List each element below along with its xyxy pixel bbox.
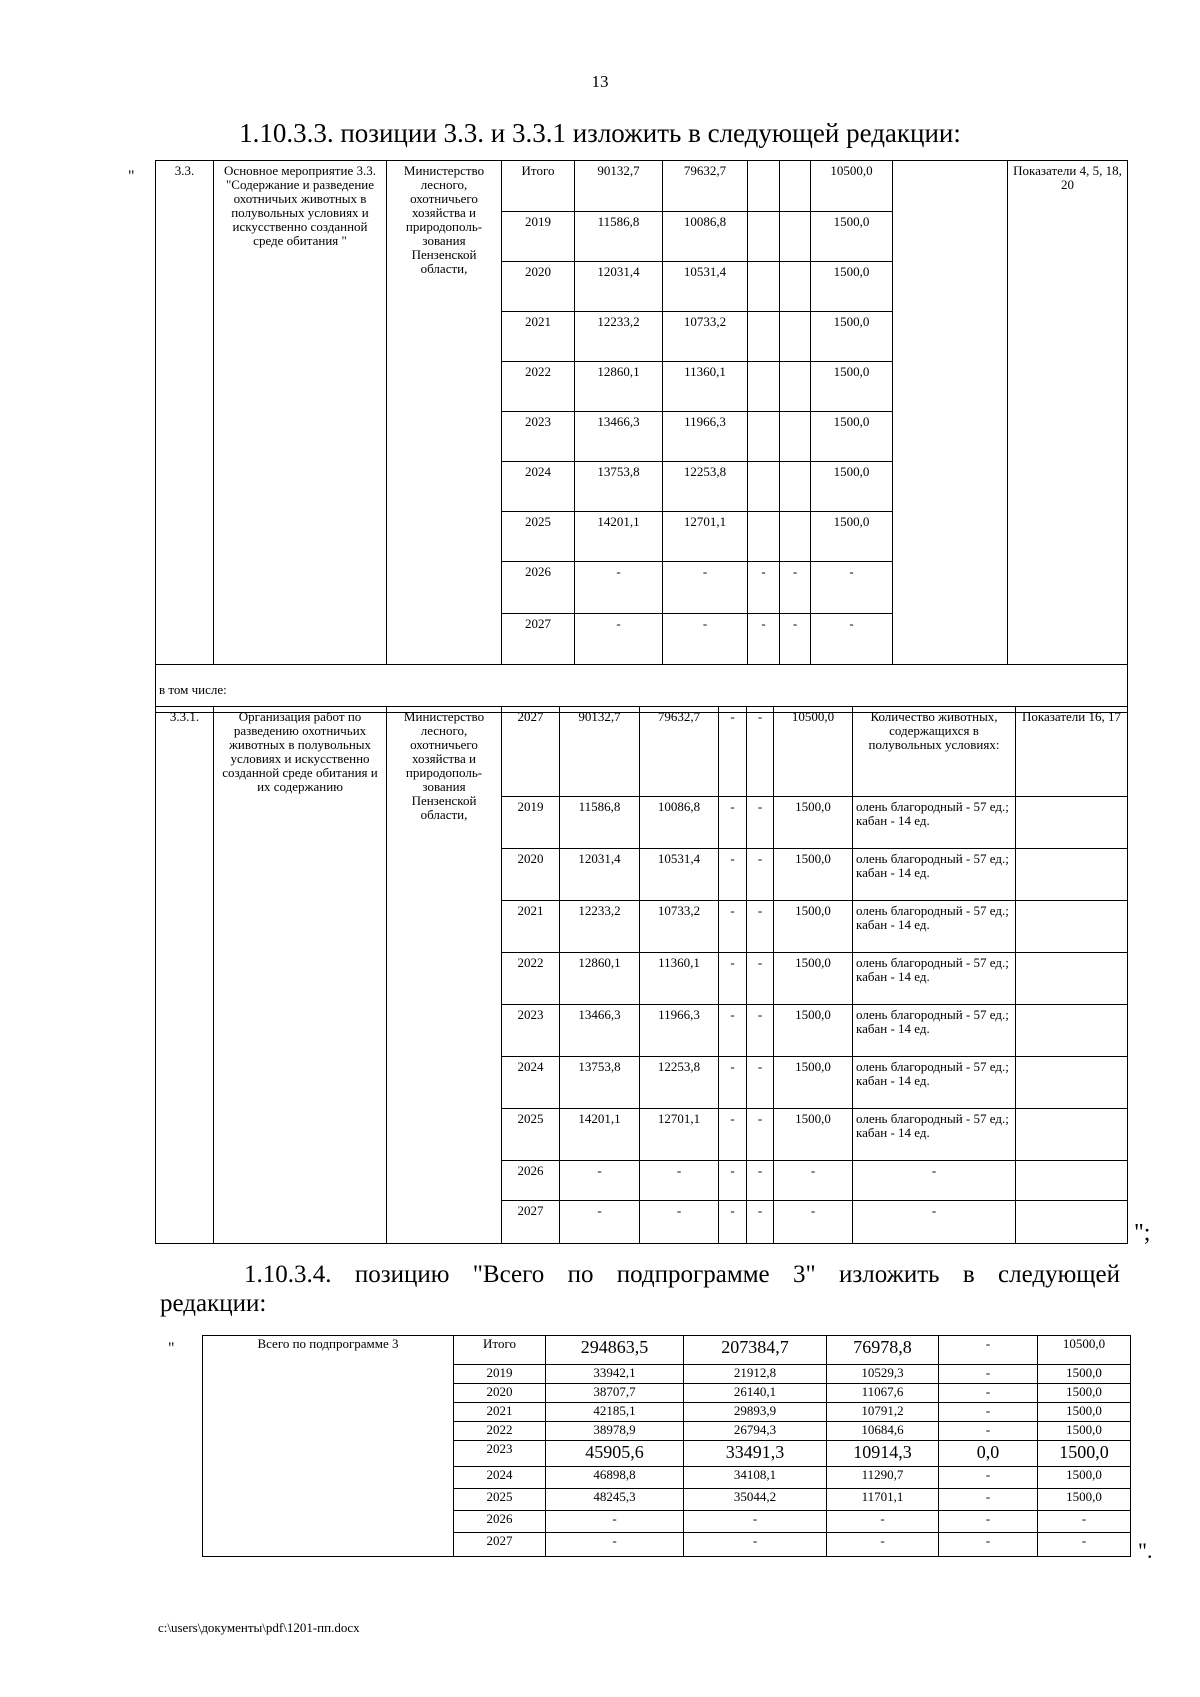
total-cell: 11586,8 (575, 212, 663, 262)
total-cell: 13466,3 (575, 412, 663, 462)
total-cell: 13466,3 (560, 1005, 640, 1057)
other-cell: 1500,0 (774, 1057, 853, 1109)
result-cell (893, 161, 1008, 665)
indicators-cell (1016, 1057, 1128, 1109)
budget-cell: 10733,2 (640, 901, 719, 953)
budget-cell: 10733,2 (663, 312, 748, 362)
heading-2-line-2: редакции: (160, 1290, 267, 1317)
year-cell: 2026 (454, 1511, 546, 1533)
total-cell: 12860,1 (560, 953, 640, 1005)
table-row (203, 1336, 1131, 1365)
footer-file-path: c:\users\документы\pdf\1201-пп.docx (158, 1620, 360, 1635)
local-cell: - (939, 1365, 1038, 1384)
position-number: 3.3.1. (156, 707, 214, 1244)
executor: Министерство лесного, охотничьего хозяйства и природополь-зования Пензенской области, (387, 161, 502, 665)
total-cell: 12031,4 (575, 262, 663, 312)
other-cell: 1500,0 (774, 953, 853, 1005)
indicators-cell: Показатели 16, 17 (1016, 707, 1128, 797)
table-row (156, 707, 1128, 797)
result-cell: - (853, 1201, 1016, 1244)
federal-cell (748, 462, 780, 512)
indicators-cell (1016, 1005, 1128, 1057)
federal-cell: - (719, 1161, 747, 1201)
year-cell: 2025 (502, 512, 575, 562)
other-cell: 1500,0 (811, 462, 893, 512)
year-cell: 2024 (502, 462, 575, 512)
year-cell: 2026 (502, 1161, 560, 1201)
year-cell: 2021 (502, 901, 560, 953)
open-quote-1: " (128, 168, 135, 185)
total-cell: 90132,7 (560, 707, 640, 797)
budget-cell: 10531,4 (663, 262, 748, 312)
year-cell: 2022 (454, 1422, 546, 1441)
budget-cell: 26794,3 (684, 1422, 827, 1441)
federal-cell: - (827, 1533, 939, 1557)
budget-cell: 33491,3 (684, 1441, 827, 1467)
local-cell (780, 262, 811, 312)
result-cell: олень благородный - 57 ед.; кабан - 14 ед. (853, 849, 1016, 901)
heading-1-10-3-3: 1.10.3.3. позиции 3.3. и 3.3.1 изложить в следующей редакции: (239, 118, 961, 148)
total-cell: - (546, 1511, 684, 1533)
total-cell: 14201,1 (575, 512, 663, 562)
local-cell: - (939, 1336, 1038, 1365)
other-cell: 1500,0 (811, 262, 893, 312)
total-cell: 46898,8 (546, 1467, 684, 1489)
budget-cell: 12253,8 (663, 462, 748, 512)
indicators-cell (1016, 1109, 1128, 1161)
indicators-cell: Показатели 4, 5, 18, 20 (1008, 161, 1128, 665)
total-cell: 90132,7 (575, 161, 663, 212)
other-cell: 1500,0 (774, 1109, 853, 1161)
local-cell: - (747, 1005, 774, 1057)
federal-cell: - (719, 953, 747, 1005)
federal-cell (748, 212, 780, 262)
other-cell: 1500,0 (1038, 1384, 1131, 1403)
year-cell: 2025 (454, 1489, 546, 1511)
close-quote-2: ". (1138, 1538, 1153, 1563)
total-cell: - (575, 562, 663, 614)
indicators-cell (1016, 901, 1128, 953)
year-cell: 2021 (502, 312, 575, 362)
total-cell: 45905,6 (546, 1441, 684, 1467)
budget-cell: 10531,4 (640, 849, 719, 901)
budget-cell: - (684, 1533, 827, 1557)
budget-cell: 12253,8 (640, 1057, 719, 1109)
total-cell: 38707,7 (546, 1384, 684, 1403)
open-quote-2: " (168, 1340, 175, 1357)
federal-cell: 11290,7 (827, 1467, 939, 1489)
result-cell: олень благородный - 57 ед.; кабан - 14 ед. (853, 1109, 1016, 1161)
total-cell: - (546, 1533, 684, 1557)
federal-cell: 10914,3 (827, 1441, 939, 1467)
result-cell: Количество животных, содержащихся в полувольных условиях: (853, 707, 1016, 797)
other-cell: - (811, 614, 893, 665)
federal-cell: 10529,3 (827, 1365, 939, 1384)
local-cell: - (747, 1201, 774, 1244)
indicators-cell (1016, 797, 1128, 849)
total-cell: 14201,1 (560, 1109, 640, 1161)
year-cell: Итого (454, 1336, 546, 1365)
table-position-3-3-1 (155, 706, 1128, 1244)
indicators-cell (1016, 1161, 1128, 1201)
budget-cell: 10086,8 (663, 212, 748, 262)
federal-cell (748, 362, 780, 412)
other-cell: 1500,0 (1038, 1422, 1131, 1441)
federal-cell (748, 312, 780, 362)
total-cell: 13753,8 (575, 462, 663, 512)
indicators-cell (1016, 953, 1128, 1005)
year-cell: 2019 (454, 1365, 546, 1384)
result-cell: олень благородный - 57 ед.; кабан - 14 ед. (853, 1005, 1016, 1057)
page-number: 13 (591, 72, 609, 91)
year-cell: 2027 (502, 614, 575, 665)
other-cell: 1500,0 (811, 412, 893, 462)
budget-cell: 11966,3 (663, 412, 748, 462)
federal-cell: 11701,1 (827, 1489, 939, 1511)
total-cell: 38978,9 (546, 1422, 684, 1441)
budget-cell: 34108,1 (684, 1467, 827, 1489)
other-cell: - (774, 1161, 853, 1201)
year-cell: 2023 (454, 1441, 546, 1467)
including-label: в том числе: (156, 665, 1128, 713)
federal-cell: - (748, 562, 780, 614)
result-cell: олень благородный - 57 ед.; кабан - 14 ед. (853, 953, 1016, 1005)
local-cell: - (747, 1057, 774, 1109)
result-cell: - (853, 1161, 1016, 1201)
local-cell: - (747, 797, 774, 849)
table-row (156, 161, 1128, 212)
federal-cell: 11067,6 (827, 1384, 939, 1403)
year-cell: 2027 (502, 1201, 560, 1244)
federal-cell: - (719, 1109, 747, 1161)
year-cell: 2024 (502, 1057, 560, 1109)
local-cell (780, 512, 811, 562)
local-cell: - (747, 849, 774, 901)
budget-cell: - (640, 1201, 719, 1244)
local-cell (780, 362, 811, 412)
total-cell: - (575, 614, 663, 665)
year-cell: 2020 (502, 262, 575, 312)
other-cell: 10500,0 (1038, 1336, 1131, 1365)
other-cell: - (774, 1201, 853, 1244)
budget-cell: 11360,1 (640, 953, 719, 1005)
year-cell: Итого (502, 161, 575, 212)
budget-cell: 29893,9 (684, 1403, 827, 1422)
total-cell: 12233,2 (560, 901, 640, 953)
indicators-cell (1016, 1201, 1128, 1244)
federal-cell: 10684,6 (827, 1422, 939, 1441)
other-cell: 1500,0 (811, 512, 893, 562)
local-cell: - (939, 1467, 1038, 1489)
federal-cell: - (748, 614, 780, 665)
other-cell: 10500,0 (774, 707, 853, 797)
year-cell: 2026 (502, 562, 575, 614)
local-cell: - (747, 707, 774, 797)
other-cell: 1500,0 (1038, 1467, 1131, 1489)
budget-cell: 207384,7 (684, 1336, 827, 1365)
subprogram-label: Всего по подпрограмме 3 (203, 1336, 454, 1557)
budget-cell: 12701,1 (640, 1109, 719, 1161)
budget-cell: 79632,7 (663, 161, 748, 212)
other-cell: 1500,0 (774, 797, 853, 849)
result-cell: олень благородный - 57 ед.; кабан - 14 ед. (853, 797, 1016, 849)
local-cell: - (747, 953, 774, 1005)
year-cell: 2024 (454, 1467, 546, 1489)
total-cell: 42185,1 (546, 1403, 684, 1422)
year-cell: 2020 (454, 1384, 546, 1403)
budget-cell: 21912,8 (684, 1365, 827, 1384)
other-cell: 1500,0 (774, 901, 853, 953)
total-cell: 12031,4 (560, 849, 640, 901)
budget-cell: - (663, 562, 748, 614)
federal-cell: - (719, 1201, 747, 1244)
local-cell: - (747, 1161, 774, 1201)
local-cell: - (939, 1422, 1038, 1441)
other-cell: 1500,0 (774, 849, 853, 901)
other-cell: 1500,0 (1038, 1441, 1131, 1467)
federal-cell: - (719, 1057, 747, 1109)
table-position-3-3 (155, 160, 1128, 713)
local-cell (780, 161, 811, 212)
total-cell: - (560, 1201, 640, 1244)
year-cell: 2021 (454, 1403, 546, 1422)
budget-cell: 26140,1 (684, 1384, 827, 1403)
local-cell: - (939, 1533, 1038, 1557)
position-number: 3.3. (156, 161, 214, 665)
local-cell: - (939, 1384, 1038, 1403)
federal-cell: 10791,2 (827, 1403, 939, 1422)
indicators-cell (1016, 849, 1128, 901)
year-cell: 2019 (502, 212, 575, 262)
budget-cell: - (640, 1161, 719, 1201)
federal-cell: - (719, 797, 747, 849)
budget-cell: 10086,8 (640, 797, 719, 849)
total-cell: 13753,8 (560, 1057, 640, 1109)
other-cell: 1500,0 (774, 1005, 853, 1057)
year-cell: 2020 (502, 849, 560, 901)
local-cell (780, 312, 811, 362)
year-cell: 2023 (502, 1005, 560, 1057)
other-cell: - (1038, 1511, 1131, 1533)
local-cell: - (939, 1403, 1038, 1422)
budget-cell: - (684, 1511, 827, 1533)
other-cell: 1500,0 (811, 212, 893, 262)
budget-cell: 12701,1 (663, 512, 748, 562)
year-cell: 2022 (502, 953, 560, 1005)
budget-cell: - (663, 614, 748, 665)
activity-name: Организация работ по разведению охотничьих животных в полувольных условиях и искусственно созданной среде обитания и их содержанию (214, 707, 387, 1244)
other-cell: 1500,0 (1038, 1403, 1131, 1422)
local-cell: - (780, 614, 811, 665)
local-cell: - (747, 901, 774, 953)
activity-name: Основное мероприятие 3.3. "Содержание и разведение охотничьих животных в полувольных условиях и искусственно созданной среде обитания " (214, 161, 387, 665)
executor: Министерство лесного, охотничьего хозяйства и природополь-зования Пензенской области, (387, 707, 502, 1244)
other-cell: - (811, 562, 893, 614)
local-cell: - (780, 562, 811, 614)
year-cell: 2025 (502, 1109, 560, 1161)
total-cell: 294863,5 (546, 1336, 684, 1365)
year-cell: 2019 (502, 797, 560, 849)
budget-cell: 11360,1 (663, 362, 748, 412)
local-cell (780, 412, 811, 462)
close-quote-1: "; (1134, 1220, 1151, 1246)
other-cell: 1500,0 (811, 312, 893, 362)
local-cell: - (939, 1511, 1038, 1533)
local-cell: - (939, 1489, 1038, 1511)
local-cell: 0,0 (939, 1441, 1038, 1467)
total-cell: 33942,1 (546, 1365, 684, 1384)
year-cell: 2027 (454, 1533, 546, 1557)
other-cell: 1500,0 (1038, 1365, 1131, 1384)
total-cell: 12233,2 (575, 312, 663, 362)
local-cell (780, 212, 811, 262)
other-cell: 1500,0 (811, 362, 893, 412)
result-cell: олень благородный - 57 ед.; кабан - 14 ед. (853, 901, 1016, 953)
federal-cell: 76978,8 (827, 1336, 939, 1365)
other-cell: 10500,0 (811, 161, 893, 212)
other-cell: - (1038, 1533, 1131, 1557)
table-total-subprogram-3 (202, 1335, 1131, 1557)
federal-cell (748, 161, 780, 212)
result-cell: олень благородный - 57 ед.; кабан - 14 ед. (853, 1057, 1016, 1109)
total-cell: - (560, 1161, 640, 1201)
budget-cell: 35044,2 (684, 1489, 827, 1511)
federal-cell (748, 512, 780, 562)
year-cell: 2027 (502, 707, 560, 797)
budget-cell: 11966,3 (640, 1005, 719, 1057)
federal-cell (748, 412, 780, 462)
federal-cell: - (719, 901, 747, 953)
total-cell: 48245,3 (546, 1489, 684, 1511)
federal-cell: - (827, 1511, 939, 1533)
year-cell: 2023 (502, 412, 575, 462)
year-cell: 2022 (502, 362, 575, 412)
federal-cell: - (719, 707, 747, 797)
other-cell: 1500,0 (1038, 1489, 1131, 1511)
heading-2-line-1: 1.10.3.4. позицию "Всего по подпрограмме 3" изложить в следующей (244, 1261, 1120, 1288)
total-cell: 11586,8 (560, 797, 640, 849)
budget-cell: 79632,7 (640, 707, 719, 797)
local-cell (780, 462, 811, 512)
local-cell: - (747, 1109, 774, 1161)
federal-cell: - (719, 849, 747, 901)
federal-cell (748, 262, 780, 312)
federal-cell: - (719, 1005, 747, 1057)
total-cell: 12860,1 (575, 362, 663, 412)
heading-1-10-3-4 (160, 1260, 1120, 1318)
